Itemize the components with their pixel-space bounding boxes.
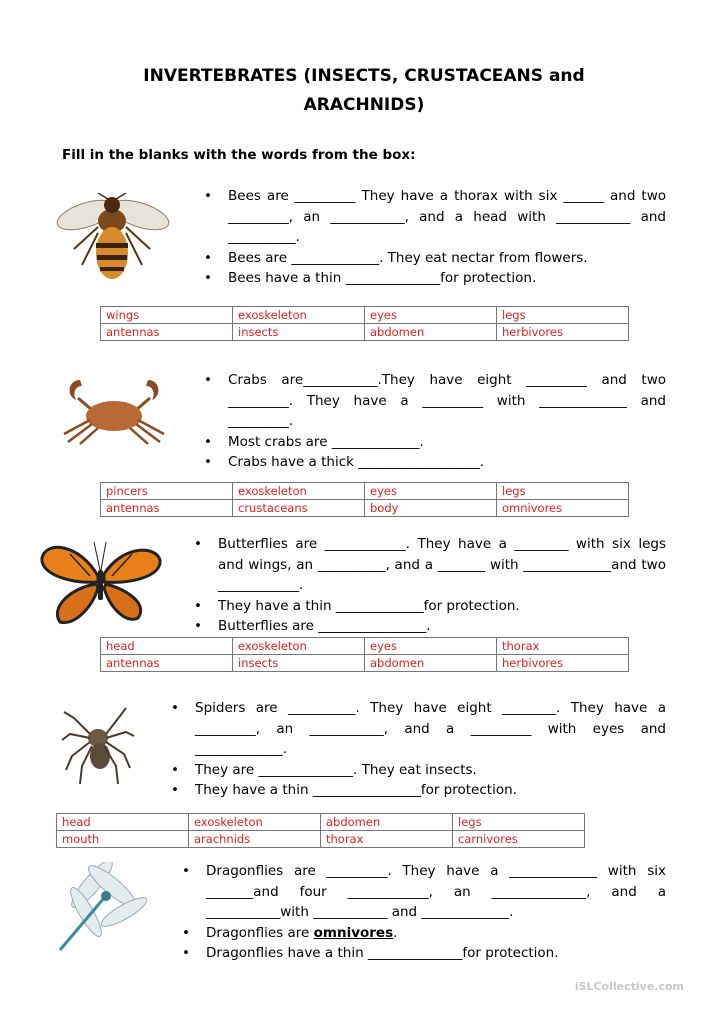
word-cell: legs [497, 483, 629, 500]
word-cell: crustaceans [233, 500, 365, 517]
spider-question-3: • They have a thin ________________for protection. [171, 780, 666, 801]
dragonfly-question-1: • Dragonflies are _________. They have a _____________ with six _______and four ____________, an ______________, and a ___________with ___________ and _____________. [182, 861, 666, 923]
bee-word-box [100, 306, 629, 341]
footer-watermark: iSLCollective.com [574, 980, 684, 993]
word-cell: herbivores [497, 655, 629, 672]
word-box-row [101, 638, 629, 655]
title-line-2: ARACHNIDS) [303, 95, 425, 115]
dragonfly-question-3: • Dragonflies have a thin ______________for protection. [182, 943, 666, 964]
word-box-row [101, 307, 629, 324]
word-cell: insects [233, 655, 365, 672]
word-cell: legs [497, 307, 629, 324]
word-cell: abdomen [365, 655, 497, 672]
word-cell: mouth [57, 831, 189, 848]
crab-questions [204, 370, 666, 473]
title-line-1: INVERTEBRATES (INSECTS, CRUSTACEANS and [143, 66, 585, 86]
word-cell: insects [233, 324, 365, 341]
crab-question-1: • Crabs are___________.They have eight _________ and two _________. They have a _________ with _____________ and _________. [204, 370, 666, 432]
word-cell: eyes [365, 638, 497, 655]
word-cell: exoskeleton [233, 638, 365, 655]
word-cell: head [101, 638, 233, 655]
word-cell: thorax [321, 831, 453, 848]
butterfly-question-1: • Butterflies are ____________. They have a ________ with six legs and wings, an __________, and a _______ with _____________and two ____________. [194, 534, 666, 596]
word-box-row [101, 324, 629, 341]
word-cell: abdomen [321, 814, 453, 831]
butterfly-question-2: • They have a thin _____________for protection. [194, 596, 666, 617]
word-cell: eyes [365, 307, 497, 324]
crab-image [58, 374, 170, 446]
spider-word-box [56, 813, 585, 848]
butterfly-questions [194, 534, 666, 637]
word-cell: abdomen [365, 324, 497, 341]
word-box-row [101, 655, 629, 672]
bee-question-3: • Bees have a thin ______________for protection. [204, 268, 666, 289]
crab-question-3: • Crabs have a thick __________________. [204, 452, 666, 473]
word-cell: thorax [497, 638, 629, 655]
word-cell: head [57, 814, 189, 831]
word-box-row [101, 483, 629, 500]
word-box-row [101, 500, 629, 517]
instruction: Fill in the blanks with the words from the box: [62, 147, 416, 163]
bee-question-1: • Bees are _________ They have a thorax with six ______ and two _________, an ___________, and a head with ___________ and __________. [204, 186, 666, 248]
dragonfly-questions [182, 861, 666, 964]
word-cell: exoskeleton [189, 814, 321, 831]
butterfly-image [40, 538, 162, 626]
word-cell: body [365, 500, 497, 517]
spider-question-1: • Spiders are __________. They have eight ________. They have a _________, an ___________, and a _________ with eyes and _____________. [171, 698, 666, 760]
word-cell: wings [101, 307, 233, 324]
spider-question-2: • They are ______________. They eat insects. [171, 760, 666, 781]
crab-question-2: • Most crabs are _____________. [204, 432, 666, 453]
butterfly-question-3: • Butterflies are ________________. [194, 616, 666, 637]
word-cell: arachnids [189, 831, 321, 848]
bee-question-2: • Bees are _____________. They eat nectar from flowers. [204, 248, 666, 269]
word-cell: herbivores [497, 324, 629, 341]
word-box-row [57, 831, 585, 848]
dragonfly-question-2: • Dragonflies are omnivores. [182, 923, 666, 944]
word-cell: exoskeleton [233, 307, 365, 324]
word-cell: antennas [101, 500, 233, 517]
word-cell: carnivores [453, 831, 585, 848]
word-box-row [57, 814, 585, 831]
word-cell: legs [453, 814, 585, 831]
spider-questions [171, 698, 666, 801]
word-cell: eyes [365, 483, 497, 500]
word-cell: antennas [101, 324, 233, 341]
butterfly-word-box [100, 637, 629, 672]
bee-questions [204, 186, 666, 289]
bee-image [52, 193, 174, 285]
word-cell: antennas [101, 655, 233, 672]
spider-image [60, 704, 138, 788]
word-cell: pincers [101, 483, 233, 500]
word-cell: omnivores [497, 500, 629, 517]
crab-word-box [100, 482, 629, 517]
dragonfly-image [52, 862, 150, 954]
word-cell: exoskeleton [233, 483, 365, 500]
